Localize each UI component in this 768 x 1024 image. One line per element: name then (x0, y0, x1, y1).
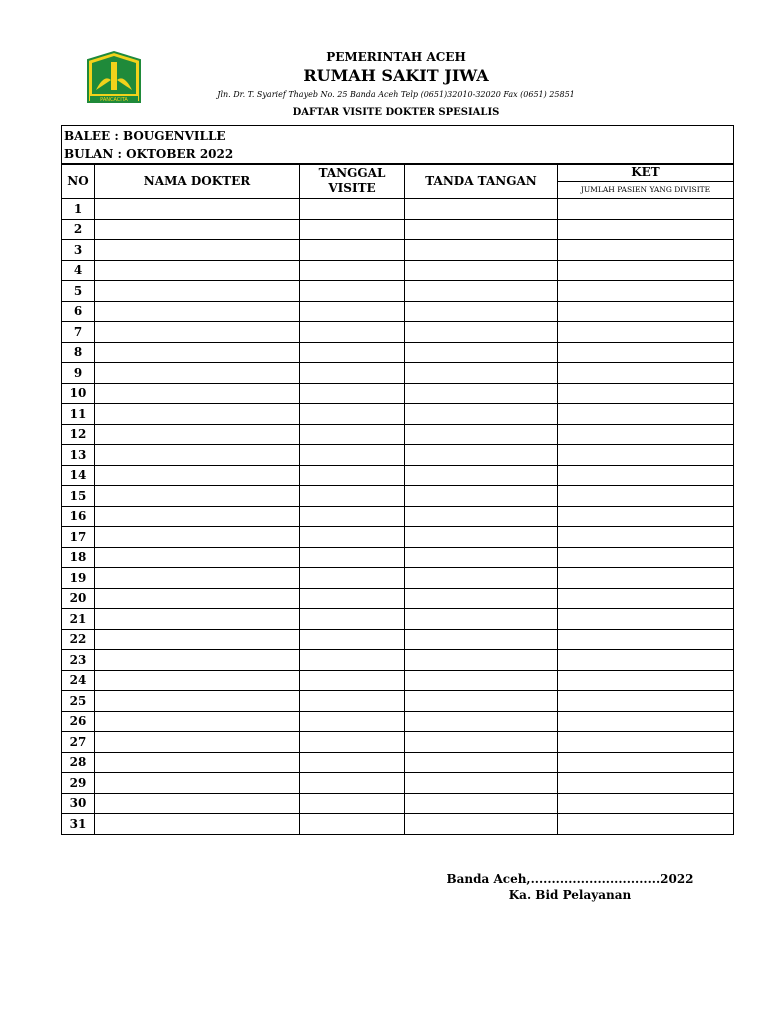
doctor-name-cell (95, 404, 300, 425)
row-number: 10 (62, 383, 95, 404)
hospital-name: RUMAH SAKIT JIWA (303, 66, 489, 85)
doctor-name-cell (95, 383, 300, 404)
bulan-field: BULAN : OKTOBER 2022 (64, 147, 234, 161)
document-title: DAFTAR VISITE DOKTER SPESIALIS (292, 107, 500, 118)
table-row (62, 568, 734, 589)
signature-cell (405, 588, 558, 609)
visit-form (61, 125, 734, 165)
visit-date-cell (300, 363, 405, 384)
signature-cell (405, 281, 558, 302)
visit-date-cell (300, 650, 405, 671)
signature-cell (405, 506, 558, 527)
doctor-name-cell (95, 568, 300, 589)
signature-cell (405, 527, 558, 548)
signature-cell (405, 383, 558, 404)
table-row (62, 219, 734, 240)
ket-cell (558, 219, 734, 240)
ket-cell (558, 301, 734, 322)
doctor-name-cell (95, 219, 300, 240)
signature-cell (405, 260, 558, 281)
signature-cell (405, 547, 558, 568)
visit-date-cell (300, 691, 405, 712)
doctor-name-cell (95, 629, 300, 650)
table-row (62, 240, 734, 261)
table-row (62, 732, 734, 753)
header-doctor-name: NAMA DOKTER (95, 164, 300, 199)
visit-date-cell (300, 260, 405, 281)
ket-cell (558, 773, 734, 794)
table-row (62, 404, 734, 425)
visit-date-cell (300, 404, 405, 425)
doctor-name-cell (95, 301, 300, 322)
table-row (62, 506, 734, 527)
visit-date-cell (300, 711, 405, 732)
visit-date-cell (300, 527, 405, 548)
ket-cell (558, 342, 734, 363)
visit-date-cell (300, 465, 405, 486)
signature-cell (405, 793, 558, 814)
visit-date-cell (300, 588, 405, 609)
row-number: 21 (62, 609, 95, 630)
signature-place-date: Banda Aceh,...............................2022 (446, 872, 694, 886)
row-number: 4 (62, 260, 95, 281)
row-number: 30 (62, 793, 95, 814)
row-number: 7 (62, 322, 95, 343)
row-number: 2 (62, 219, 95, 240)
visit-date-cell (300, 773, 405, 794)
ket-cell (558, 814, 734, 835)
balee-field: BALEE : BOUGENVILLE (64, 129, 226, 143)
signature-cell (405, 322, 558, 343)
row-number: 1 (62, 199, 95, 220)
doctor-name-cell (95, 670, 300, 691)
visit-date-cell (300, 506, 405, 527)
table-row (62, 752, 734, 773)
doctor-name-cell (95, 650, 300, 671)
ket-cell (558, 260, 734, 281)
doctor-name-cell (95, 260, 300, 281)
signature-cell (405, 424, 558, 445)
doctor-name-cell (95, 322, 300, 343)
visit-date-cell (300, 793, 405, 814)
ket-cell (558, 609, 734, 630)
visit-date-cell (300, 383, 405, 404)
ket-cell (558, 732, 734, 753)
doctor-name-cell (95, 691, 300, 712)
signature-cell (405, 219, 558, 240)
table-body (62, 199, 734, 835)
signature-position: Ka. Bid Pelayanan (508, 888, 632, 902)
ket-cell (558, 404, 734, 425)
ket-cell (558, 506, 734, 527)
signature-cell (405, 363, 558, 384)
ket-cell (558, 793, 734, 814)
doctor-name-cell (95, 445, 300, 466)
signature-cell (405, 486, 558, 507)
doctor-name-cell (95, 281, 300, 302)
ket-cell (558, 465, 734, 486)
doctor-name-cell (95, 814, 300, 835)
hospital-address: Jln. Dr. T. Syarief Thayeb No. 25 Banda Aceh Telp (0651)32010-32020 Fax (0651) 25851 (217, 90, 575, 99)
table-row (62, 670, 734, 691)
visit-date-cell (300, 240, 405, 261)
header-ket-sub: JUMLAH PASIEN YANG DIVISITE (580, 185, 711, 195)
signature-cell (405, 629, 558, 650)
signature-cell (405, 814, 558, 835)
header-no: NO (62, 164, 95, 199)
ket-cell (558, 691, 734, 712)
visit-date-cell (300, 486, 405, 507)
header-visit-date-label: TANGGAL VISITE (318, 166, 386, 195)
row-number: 15 (62, 486, 95, 507)
doctor-name-cell (95, 240, 300, 261)
signature-cell (405, 752, 558, 773)
row-number: 31 (62, 814, 95, 835)
visit-date-cell (300, 281, 405, 302)
ket-cell (558, 199, 734, 220)
logo-caption: PANCACITA (100, 97, 128, 103)
ket-cell (558, 568, 734, 589)
doctor-name-cell (95, 342, 300, 363)
visit-date-cell (300, 670, 405, 691)
ket-cell (558, 383, 734, 404)
doctor-name-cell (95, 609, 300, 630)
table-row (62, 424, 734, 445)
row-number: 9 (62, 363, 95, 384)
signature-cell (405, 445, 558, 466)
visit-date-cell (300, 199, 405, 220)
visit-date-cell (300, 814, 405, 835)
row-number: 3 (62, 240, 95, 261)
table-row (62, 199, 734, 220)
row-number: 14 (62, 465, 95, 486)
row-number: 11 (62, 404, 95, 425)
table-row (62, 650, 734, 671)
signature-cell (405, 240, 558, 261)
doctor-name-cell (95, 773, 300, 794)
signature-cell (405, 773, 558, 794)
doctor-name-cell (95, 199, 300, 220)
visit-date-cell (300, 732, 405, 753)
ket-cell (558, 527, 734, 548)
table-row (62, 260, 734, 281)
form-meta (62, 126, 733, 165)
doctor-name-cell (95, 486, 300, 507)
doctor-name-cell (95, 547, 300, 568)
ket-cell (558, 322, 734, 343)
doctor-name-cell (95, 527, 300, 548)
visit-date-cell (300, 322, 405, 343)
ket-cell (558, 281, 734, 302)
table-row (62, 711, 734, 732)
row-number: 8 (62, 342, 95, 363)
signature-cell (405, 404, 558, 425)
ket-cell (558, 363, 734, 384)
header-ket-label: KET (558, 164, 733, 182)
doctor-name-cell (95, 363, 300, 384)
table-row (62, 629, 734, 650)
row-number: 23 (62, 650, 95, 671)
visit-date-cell (300, 752, 405, 773)
row-number: 26 (62, 711, 95, 732)
row-number: 27 (62, 732, 95, 753)
visit-date-cell (300, 547, 405, 568)
table-row (62, 445, 734, 466)
table-row (62, 301, 734, 322)
table-row (62, 793, 734, 814)
signature-cell (405, 568, 558, 589)
row-number: 20 (62, 588, 95, 609)
table-row (62, 691, 734, 712)
signature-cell (405, 609, 558, 630)
row-number: 13 (62, 445, 95, 466)
row-number: 22 (62, 629, 95, 650)
table-row (62, 486, 734, 507)
doctor-name-cell (95, 506, 300, 527)
ket-cell (558, 445, 734, 466)
table-row (62, 363, 734, 384)
row-number: 17 (62, 527, 95, 548)
visit-date-cell (300, 342, 405, 363)
signature-cell (405, 342, 558, 363)
signature-cell (405, 711, 558, 732)
ket-cell (558, 240, 734, 261)
table-row (62, 773, 734, 794)
visit-date-cell (300, 568, 405, 589)
table-row (62, 342, 734, 363)
table-row (62, 814, 734, 835)
ket-cell (558, 650, 734, 671)
government-name: PEMERINTAH ACEH (326, 50, 466, 64)
visit-date-cell (300, 609, 405, 630)
doctor-name-cell (95, 465, 300, 486)
table-row (62, 383, 734, 404)
visit-table (61, 163, 734, 835)
signature-cell (405, 732, 558, 753)
row-number: 25 (62, 691, 95, 712)
table-row (62, 465, 734, 486)
ket-cell (558, 424, 734, 445)
table-row (62, 588, 734, 609)
row-number: 5 (62, 281, 95, 302)
row-number: 19 (62, 568, 95, 589)
row-number: 12 (62, 424, 95, 445)
ket-cell (558, 547, 734, 568)
ket-cell (558, 588, 734, 609)
signature-cell (405, 650, 558, 671)
table-row (62, 527, 734, 548)
doctor-name-cell (95, 752, 300, 773)
header-visit-date (300, 164, 405, 199)
doctor-name-cell (95, 711, 300, 732)
table-row (62, 609, 734, 630)
visit-date-cell (300, 445, 405, 466)
ket-cell (558, 486, 734, 507)
table-row (62, 547, 734, 568)
ket-cell (558, 752, 734, 773)
ket-cell (558, 670, 734, 691)
signature-cell (405, 199, 558, 220)
row-number: 6 (62, 301, 95, 322)
doctor-name-cell (95, 793, 300, 814)
doctor-name-cell (95, 424, 300, 445)
row-number: 29 (62, 773, 95, 794)
row-number: 16 (62, 506, 95, 527)
table-row (62, 281, 734, 302)
signature-cell (405, 691, 558, 712)
signature-cell (405, 465, 558, 486)
signature-cell (405, 670, 558, 691)
header-signature: TANDA TANGAN (405, 164, 558, 199)
header-ket (558, 164, 734, 199)
visit-date-cell (300, 301, 405, 322)
visit-date-cell (300, 424, 405, 445)
ket-cell (558, 629, 734, 650)
table-header-row (62, 164, 734, 199)
doctor-name-cell (95, 732, 300, 753)
table-row (62, 322, 734, 343)
visit-date-cell (300, 629, 405, 650)
visit-date-cell (300, 219, 405, 240)
signature-cell (405, 301, 558, 322)
row-number: 24 (62, 670, 95, 691)
ket-cell (558, 711, 734, 732)
row-number: 28 (62, 752, 95, 773)
row-number: 18 (62, 547, 95, 568)
doctor-name-cell (95, 588, 300, 609)
